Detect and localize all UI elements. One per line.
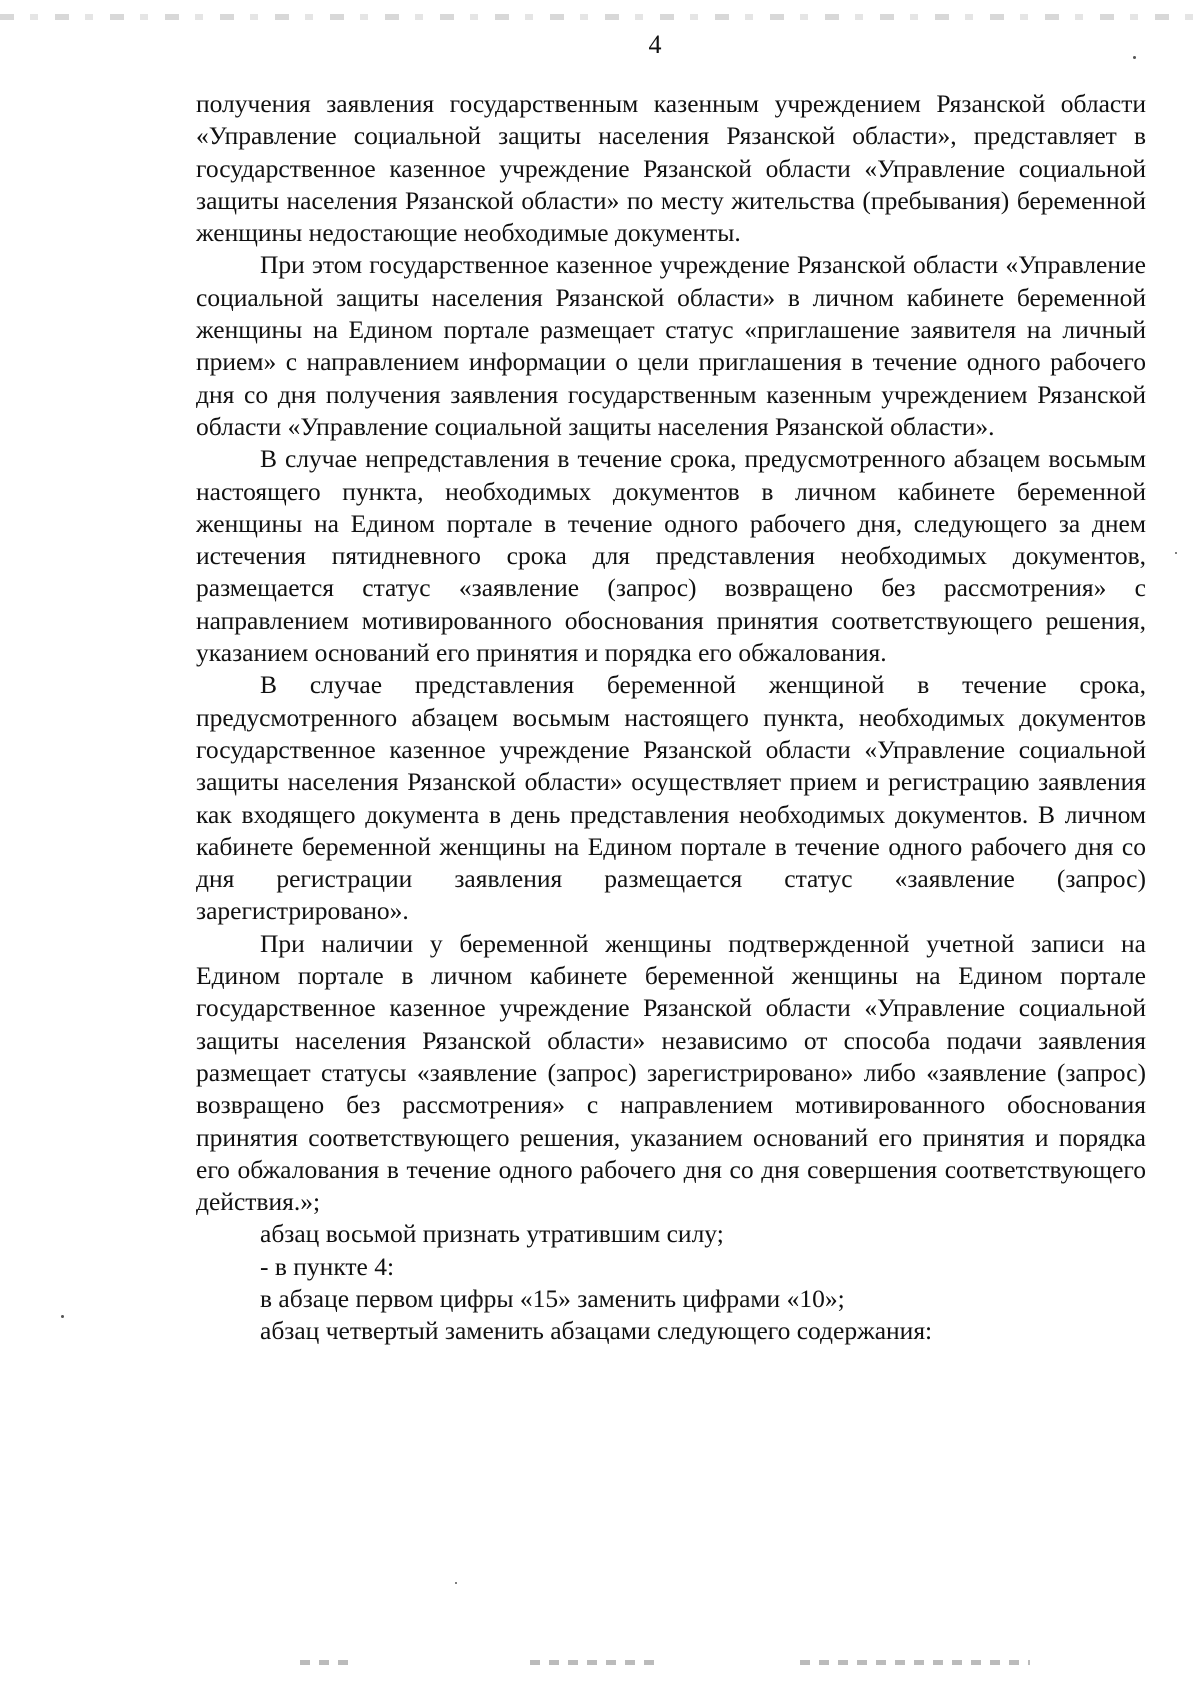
amendment-line: абзац восьмой признать утратившим силу; [260, 1219, 724, 1249]
scan-edge-bottom [300, 1660, 350, 1665]
scan-edge-top [0, 14, 1200, 20]
paragraph-invitation-status: При этом государственное казенное учреждение Рязанской области «Управление социальной защиты населения Рязанской области» в личном кабинете беременной женщины на Едином портале размещает статус «приглашение заявителя на личный прием» с направлением информации о цели приглашения в течение одного рабочего дня со дня получения заявления государственным казенным учреждением Рязанской области «Управление социальной защиты населения Рязанской области». [196, 250, 1146, 441]
scan-edge-bottom [800, 1660, 1030, 1665]
page-number: 4 [648, 30, 662, 59]
scan-speck [1175, 552, 1177, 554]
scan-edge-bottom [530, 1660, 660, 1665]
scan-speck [455, 1582, 457, 1584]
paragraph-submission: В случае представления беременной женщиной в течение срока, предусмотренного абзацем восьмым настоящего пункта, необходимых документов государственное казенное учреждение Рязанской области «Управление социальной защиты населения Рязанской области» осуществляет прием и регистрацию заявления как входящего документа в день представления необходимых документов. В личном кабинете беременной женщины на Едином портале в течение одного рабочего дня со дня регистрации заявления размещается статус «заявление (запрос) зарегистрировано». [196, 670, 1146, 926]
scan-speck [1133, 56, 1136, 59]
paragraph-confirmed-account: При наличии у беременной женщины подтвержденной учетной записи на Едином портале в личном кабинете беременной женщины на Едином портале государственное казенное учреждение Рязанской области «Управление социальной защиты населения Рязанской области» независимо от способа подачи заявления размещает статусы «заявление (запрос) зарегистрировано» либо «заявление (запрос) возвращено без рассмотрения» с направлением мотивированного обоснования принятия соответствующего решения, указанием оснований его принятия и порядка его обжалования в течение одного рабочего дня со дня совершения соответствующего действия.»; [196, 928, 1146, 1217]
paragraph-non-submission: В случае непредставления в течение срока, предусмотренного абзацем восьмым настоящего пункта, необходимых документов в личном кабинете беременной женщины на Едином портале в течение одного рабочего дня, следующего за днем истечения пятидневного срока для представления необходимых документов, размещается статус «заявление (запрос) возвращено без рассмотрения» с направлением мотивированного обоснования принятия соответствующего решения, указанием оснований его принятия и порядка его обжалования. [196, 444, 1146, 668]
amendment-line: абзац четвертый заменить абзацами следующего содержания: [260, 1316, 933, 1346]
paragraph-continuation: получения заявления государственным казенным учреждением Рязанской области «Управление социальной защиты населения Рязанской области», представляет в государственное казенное учреждение Рязанской области «Управление социальной защиты населения Рязанской области» по месту жительства (пребывания) беременной женщины недостающие необходимые документы. [196, 89, 1146, 248]
amendment-line: в абзаце первом цифры «15» заменить цифрами «10»; [260, 1283, 845, 1313]
scan-speck [61, 1315, 64, 1318]
amendment-line: - в пункте 4: [260, 1251, 395, 1281]
document-body [196, 88, 1146, 1348]
